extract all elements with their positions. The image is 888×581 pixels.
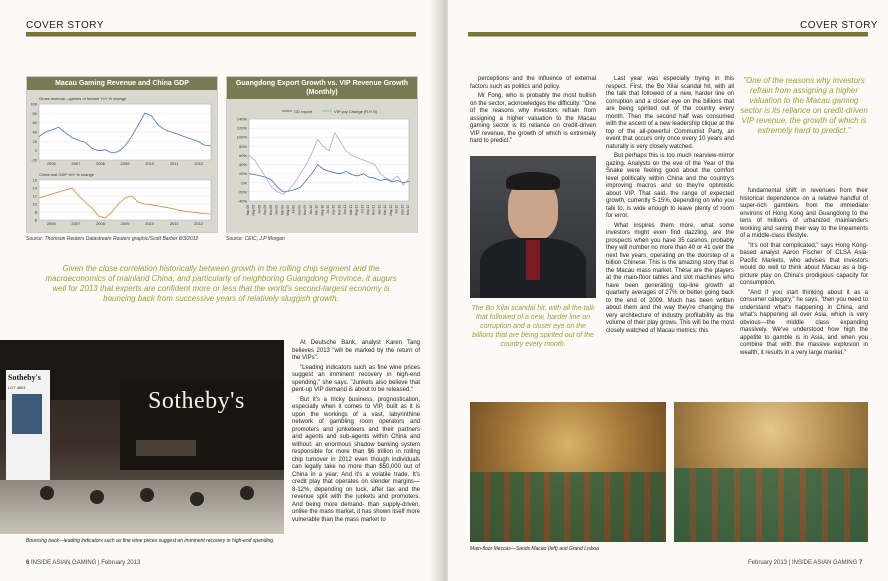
paragraph: fundamental shift in revenues from their historical dependence on a relative handful of super-rich gamblers from the immediate environs of Hong Kong and Guangdong to the tens of millions of urbanized mainlanders working and saving their way to the lineaments of a middle-class lifestyle.	[740, 188, 868, 239]
right-body-column-1	[470, 76, 596, 148]
macau-gaming-chart	[26, 76, 218, 233]
sothebys-logo: Sotheby's	[148, 388, 245, 414]
x-tick-label: 2006	[46, 161, 56, 166]
y-tick-label: -20	[31, 157, 37, 163]
x-tick-label: 2007	[71, 161, 81, 166]
y-tick-label: 60%	[238, 152, 247, 158]
x-tick-label: 2006	[46, 221, 56, 226]
macau-chart-source: Source: Thomson Reuters Datastream Reuters graphic/Scott Barber 8/3/2012	[26, 236, 199, 242]
page-number: 6	[26, 560, 30, 566]
board-lot: LOT 4681	[8, 385, 26, 390]
bo-caption: The Bo Xilai scandal hit, with all the talk that followed of a new, harder line on corruption and a closer eye on the billions that are being spirited out of the country every month.	[471, 305, 595, 348]
x-tick-label: Jul-08	[257, 205, 262, 214]
magazine-name: INSIDE ASIAN GAMING	[791, 560, 858, 566]
x-tick-label: Sep-12	[400, 205, 405, 216]
paragraph: Mr Fong, who is probably the most bullish on the sector, acknowledges the difficulty: "One of the reasons why investors refrain from assigning a higher valuation to the Macau gaming sector is its reliance on credit-driven VIP revenue, the growth of which is extremely hard to predict."	[470, 93, 596, 144]
floor-caption: Main-floor Meccas—Sands Macao (left) and Grand Lisboa	[470, 546, 599, 552]
y-tick-label: 140%	[236, 116, 247, 122]
audience-head	[190, 492, 204, 506]
y-tick-label: 80	[32, 110, 37, 116]
header-rule-thin	[26, 36, 416, 37]
x-tick-label: Jul-12	[394, 205, 399, 214]
tie	[526, 240, 540, 280]
issue-date: February 2013	[101, 560, 141, 566]
y-tick-label: 100%	[236, 134, 247, 140]
paragraph: What inspires them more, what some investors might even find dazzling, are the prospects when you have 35 casinos, probably they will number no more than 40 or 41 over the next five years, operating on the doorstep of a billion Chinese. This is the amazing story that is the Macau mass market. These are the players at the main-floor tables and slot machines who have been generating top-line growth at quarterly averages of 27% or better going back to the end of 2009. Much has been written about them and the way they're changing the very architecture of industry profitability as the volume of their play grows. This will be the most closely watched of Macau metrics: this	[606, 222, 734, 334]
x-tick-label: 2009	[120, 161, 130, 166]
y-tick-label: 12	[32, 193, 37, 199]
x-tick-label: May-09	[286, 205, 290, 216]
paragraph: perceptions and the influence of external factors such as politics and policy.	[470, 76, 596, 90]
legend-gd-export: GD export	[294, 109, 313, 114]
folio-left: 6 INSIDE ASIAN GAMING | February 2013	[26, 560, 141, 566]
auction-photo	[0, 340, 284, 534]
right-body-column-2	[606, 76, 734, 337]
x-tick-label: May-11	[354, 205, 359, 216]
x-tick-label: 2012	[194, 161, 204, 166]
display-board	[6, 370, 50, 490]
gaming-tables	[674, 468, 868, 542]
hair	[506, 172, 560, 190]
y-tick-label: 10	[32, 201, 37, 207]
guangdong-chart-svg	[227, 99, 417, 233]
right-body-column-3	[740, 188, 868, 359]
paragraph: "Leading indicators such as fine wine prices suggest an imminent recovery in high-end spending," she says. "Junkets also believe that pent-up VIP demand is about to be released."	[292, 364, 420, 393]
folio-right: February 2013 | INSIDE ASIAN GAMING 7	[748, 560, 863, 566]
x-tick-label: 2008	[95, 161, 105, 166]
bo-xilai-photo	[470, 156, 596, 298]
chart-title: Guangdong Export Growth vs. VIP Revenue Growth (Monthly)	[227, 77, 417, 99]
x-tick-label: 2011	[169, 221, 179, 226]
left-body-column	[292, 340, 420, 526]
x-tick-label: Jan-10	[308, 205, 313, 215]
grand-lisboa-photo	[674, 402, 868, 542]
x-tick-label: Mar-09	[280, 205, 285, 216]
x-tick-label: Mar-11	[348, 205, 353, 215]
page-number: 7	[858, 560, 863, 566]
paragraph: But perhaps this is too much rearview-mirror gazing. Analysts on the eve of the Year of the Snake were feeling good about the comfort level politically within China and the country's improving macros and so they're optimistic about VIP. That said, the range of expected growth, currently 5-15%, depending on who you talk to, is wide enough to leave plenty of room for error.	[606, 153, 734, 219]
x-tick-label: Nov-10	[337, 205, 342, 216]
x-tick-label: Mar-12	[383, 205, 388, 216]
paragraph: At Deutsche Bank, analyst Karen Tang believes 2013 "will be marked by the return of the VIPs".	[292, 340, 420, 361]
paragraph: But it's a tricky business, prognostication, especially when it comes to VIP, built as it is upon the workings of a vast, labyrinthine network of gambling room operators and promoters and junketeers and their partners and agents and sub-agents within China and without: an enormous shadow banking system responsible for more than $6 trillion in rolling chip turnover in 2012 even though individuals can legally take no more than $50,000 out of China in a year. And it's a volatile trade. It's credit play that operates on slender margins—8-12%, depending on luck, after tax and the revenue split with the junkets and promoters. And being more demand- than supply-driven, unlike the mass market, it has shown itself more vulnerable than the mass market to	[292, 396, 420, 523]
chart-title: Macau Gaming Revenue and China GDP	[27, 77, 217, 90]
x-tick-label: 2010	[145, 221, 155, 226]
x-tick-label: May-10	[320, 205, 325, 216]
section-label-left: COVER STORY	[26, 20, 104, 31]
x-tick-label: Sep-11	[366, 205, 370, 216]
x-tick-label: May-12	[388, 205, 393, 216]
x-tick-label: Nov-08	[268, 205, 273, 216]
legend-vip: VIP yoy Change (R.H.S)	[334, 109, 378, 114]
y-tick-label: 0%	[241, 180, 247, 186]
x-tick-label: 2009	[120, 221, 130, 226]
y-tick-label: 20%	[238, 171, 247, 177]
y-tick-label: 40%	[238, 162, 247, 168]
gaming-tables	[470, 472, 666, 542]
pull-quote-left: Given the close correlation historically between growth in the rolling chip segment and the macroeconomics of mainland China, and particularly of neighboring Guangdong Province, it augurs well for 2013 that experts are confident more or less that the world's second-largest economy is bouncing back from successive years of relatively sluggish growth.	[45, 264, 397, 303]
left-page	[0, 0, 440, 581]
x-tick-label: Jul-09	[291, 205, 296, 214]
audience-head	[90, 490, 104, 504]
y-tick-label: 120%	[236, 125, 247, 131]
y-tick-label: 80%	[238, 143, 247, 149]
x-tick-label: 2010	[145, 161, 155, 166]
sands-macao-photo	[470, 402, 666, 542]
audience-head	[40, 486, 54, 500]
y-tick-label: 60	[32, 120, 37, 126]
y-tick-label: 20	[32, 138, 37, 144]
x-tick-label: May-08	[251, 205, 256, 216]
board-image	[12, 394, 42, 434]
x-tick-label: 2008	[95, 221, 105, 226]
x-tick-label: Jan-09	[274, 205, 279, 215]
auction-caption: Bouncing back—leading indicators such as fine wine prices suggest an imminent recovery in high-end spending.	[26, 538, 275, 544]
audience-head	[240, 486, 254, 500]
paragraph: "And if you start thinking about it as a consumer category," he says, "then you need to understand what's happening in China, and what's happening all over Asia, which is very obvious—the middle class expanding massively. We've understood how high the appetite to gamble is in Asia, and when you combine that with the massive explosion in wealth, it results in a very large market."	[740, 289, 868, 356]
guangdong-chart	[226, 76, 418, 233]
y-tick-label: -40%	[237, 198, 247, 204]
x-tick-label: Sep-10	[331, 205, 336, 216]
x-tick-label: Jul-10	[326, 205, 330, 214]
pull-quote-right: "One of the reasons why investors refrain from assigning a higher valuation to the Macau gaming sector is its reliance on credit-driven VIP revenue, the growth of which is extremely hard to predict."	[740, 76, 868, 135]
y-tick-label: 0	[34, 148, 37, 154]
y-tick-label: 16	[32, 177, 37, 183]
x-tick-label: Mar-10	[314, 205, 319, 216]
y-tick-label: -20%	[237, 189, 247, 195]
paragraph: "It's not that complicated," says Hong Kong-based analyst Aaron Fischer of CLSA Asia-Pacific Markets, who advises that investors would do well to think about Macau as a big-picture play on China's prodigious capacity for consumption.	[740, 242, 868, 286]
macau-chart-svg	[27, 90, 217, 232]
audience-head	[140, 488, 154, 502]
y-tick-label: 6	[34, 217, 37, 223]
paragraph: Last year was especially trying in this respect. First, the Bo Xilai scandal hit, with all the talk that followed of a new, harder line on corruption and a closer eye on the billions that are being spirited out of the country every month. Then the second half was consumed with the ascent of a new leadership clique at the top of the all-powerful Communist Party, an event that occurs only once every 10 years and naturally is very closely watched.	[606, 76, 734, 150]
right-page	[448, 0, 888, 581]
x-tick-label: Mar-08	[246, 205, 250, 216]
plot-area	[39, 180, 211, 220]
legend-top: Gross revenue—games of fortune YoY % change	[39, 96, 127, 101]
x-tick-label: Nov-11	[371, 205, 376, 216]
section-label-right: COVER STORY	[800, 20, 878, 31]
x-tick-label: Jul-11	[360, 205, 365, 214]
legend-bottom: China real GDP YoY % change	[39, 172, 95, 177]
magazine-name: INSIDE ASIAN GAMING	[31, 560, 97, 566]
x-tick-label: 2012	[194, 221, 204, 226]
header-rule-thin	[468, 36, 868, 37]
board-title: Sotheby's	[8, 373, 41, 382]
y-tick-label: 100	[30, 101, 37, 107]
issue-date: February 2013	[748, 560, 788, 566]
y-tick-label: 14	[32, 185, 37, 191]
x-tick-label: Sep-09	[297, 205, 302, 216]
x-tick-label: Nov-09	[303, 205, 308, 216]
x-tick-label: 2011	[169, 161, 179, 166]
podium	[136, 440, 196, 456]
x-tick-label: Nov-12	[406, 205, 410, 216]
y-tick-label: 40	[32, 129, 37, 135]
x-tick-label: Jan-12	[377, 205, 382, 215]
x-tick-label: 2007	[71, 221, 81, 226]
guangdong-chart-source: Source: CEIC, J.P Morgan	[226, 236, 285, 242]
x-tick-label: Sep-08	[263, 205, 268, 216]
y-tick-label: 8	[34, 209, 37, 215]
x-tick-label: Jan-11	[343, 205, 348, 215]
